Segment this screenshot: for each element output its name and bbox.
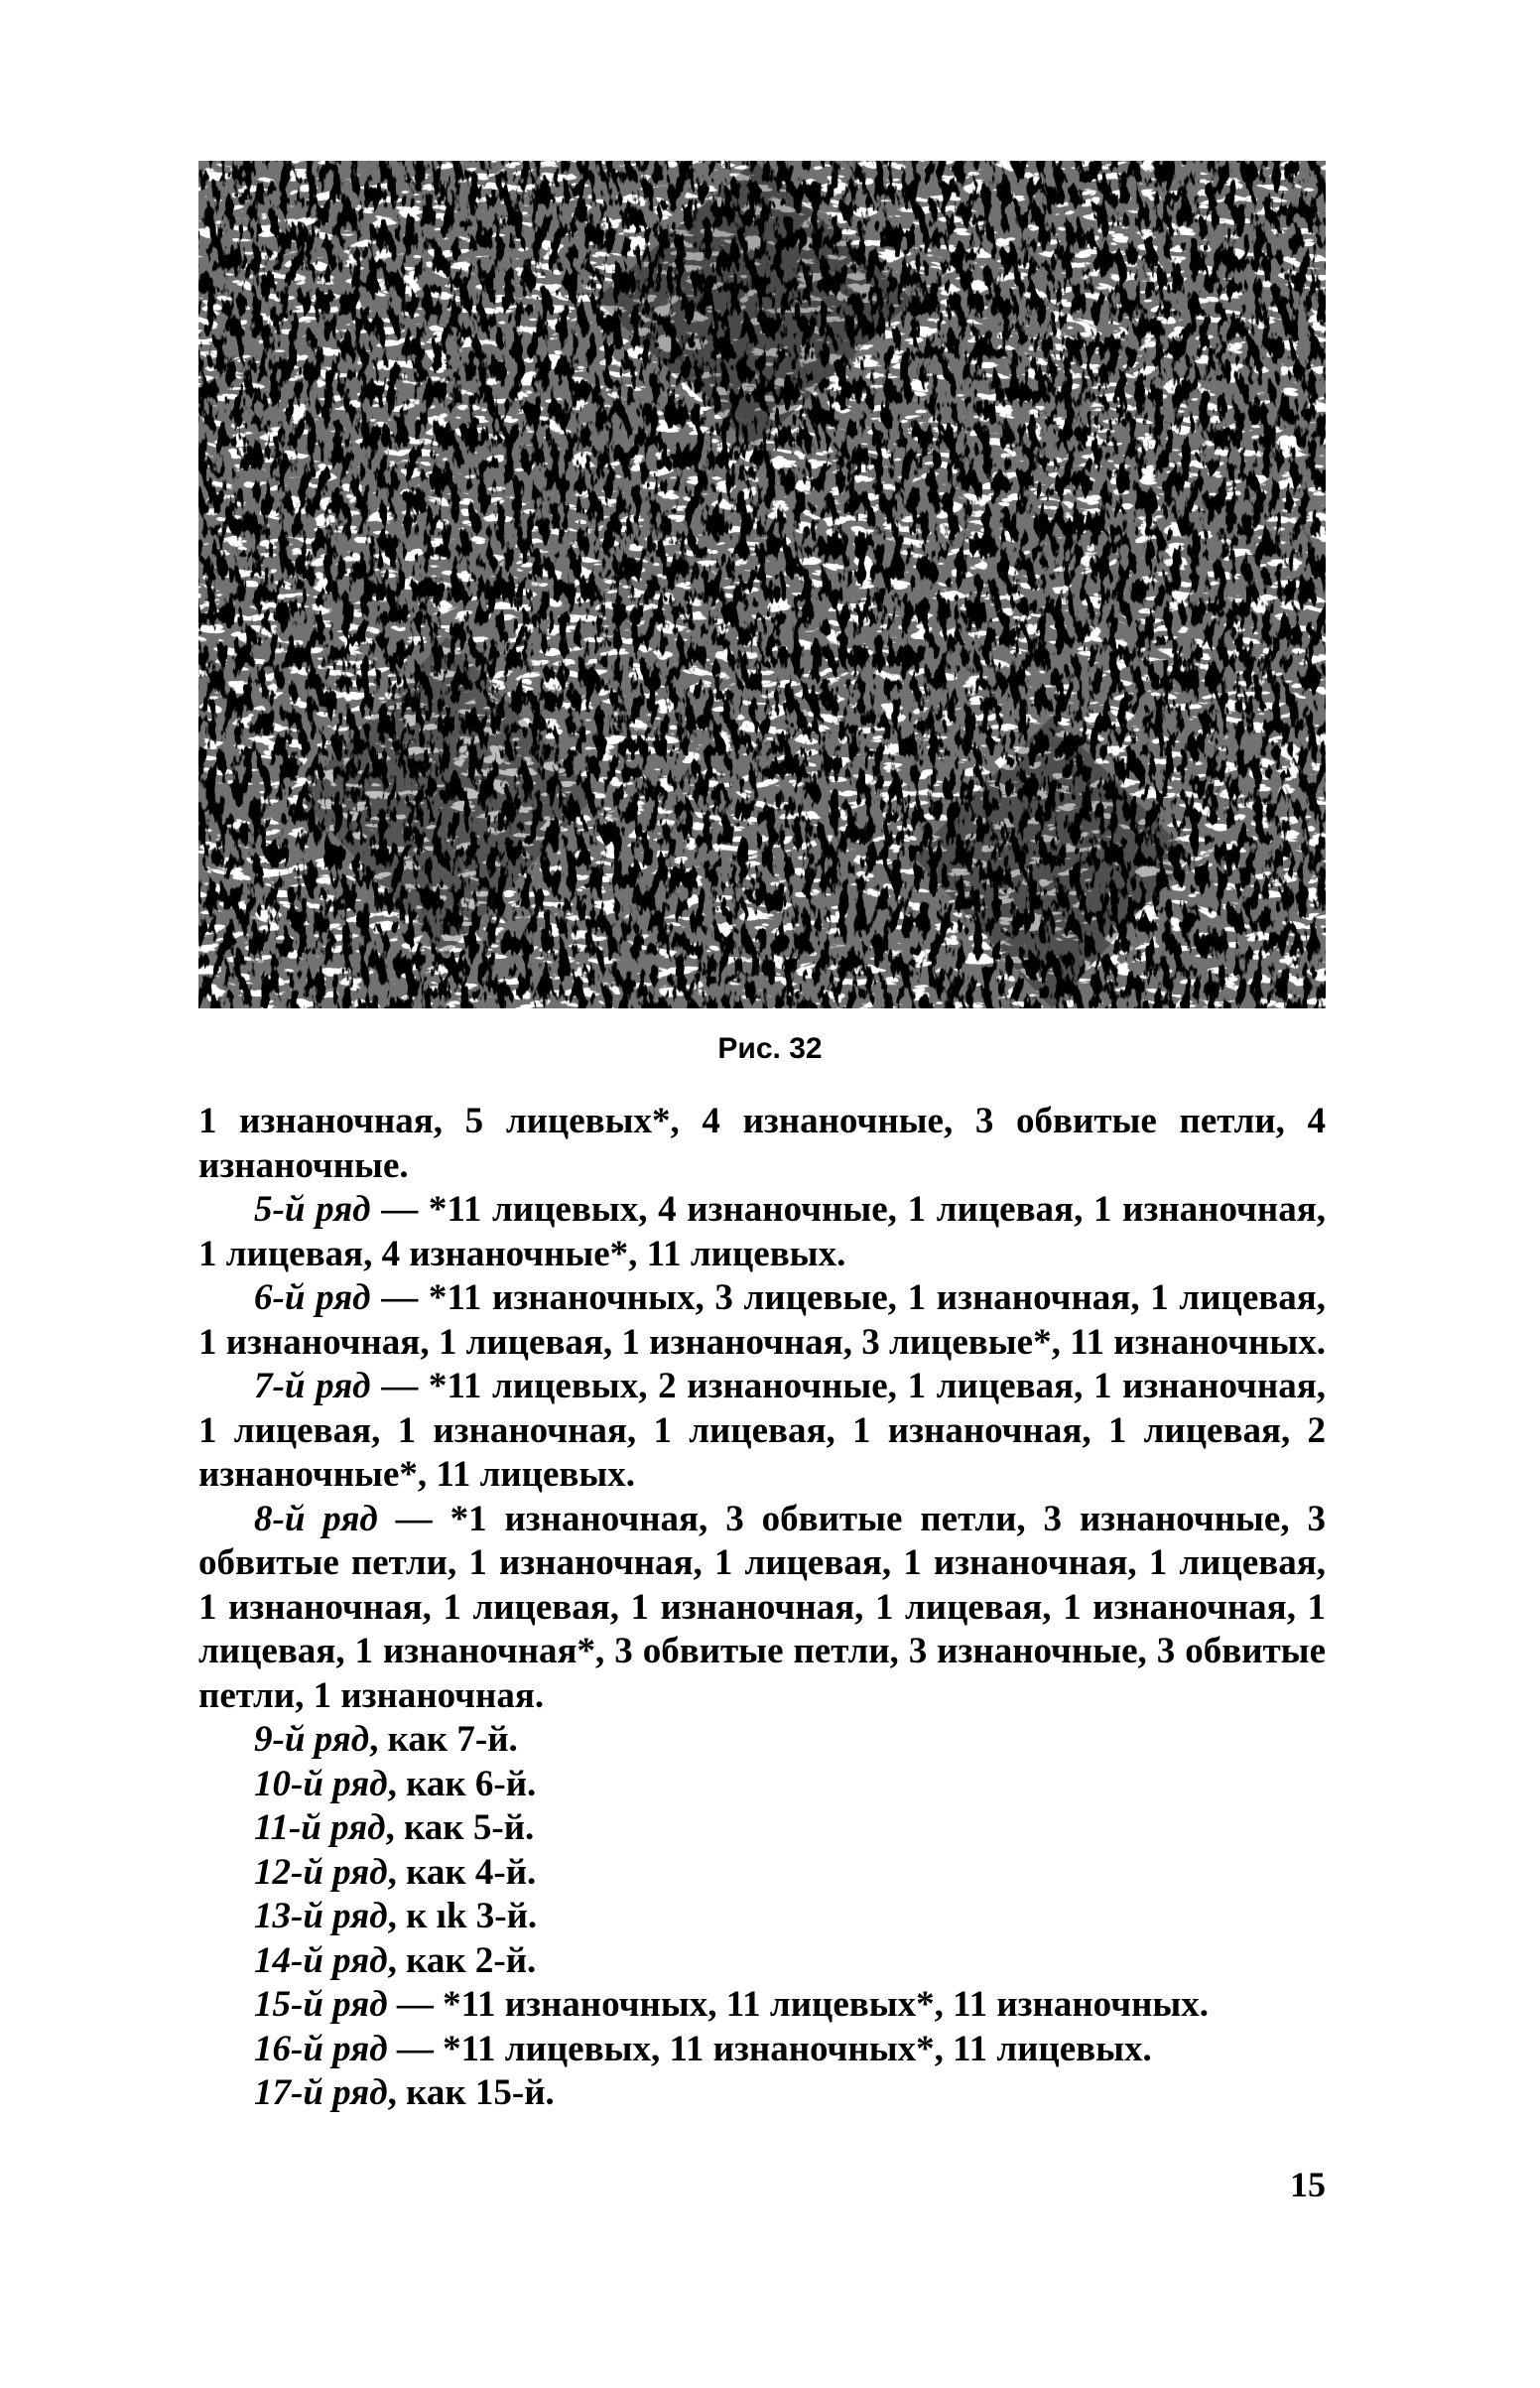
row-6-paragraph: 6-й ряд — *11 изнаночных, 3 лицевые, 1 изнаночная, 1 лицевая, 1 изнаночная, 1 лицевая, 1 изнаночная, 3 лицевые*, 11 изнаночных.	[198, 1277, 1326, 1363]
paragraph-continuation: 1 изнаночная, 5 лицевых*, 4 изнаночные, 3 обвитые петли, 4 изнаночные.	[198, 1101, 1326, 1186]
row-13-paragraph: 13-й ряд, к ık 3-й.	[254, 1896, 538, 1936]
row-11-paragraph: 11-й ряд, как 5-й.	[254, 1807, 535, 1848]
row-16-paragraph: 16-й ряд — *11 лицевых, 11 изнаночных*, 11 лицевых.	[254, 2028, 1152, 2069]
row-17-paragraph: 17-й ряд, как 15-й.	[254, 2072, 555, 2113]
row-7-paragraph: 7-й ряд — *11 лицевых, 2 изнаночные, 1 лицевая, 1 изнаночная, 1 лицевая, 1 изнаночная, 1 лицевая, 1 изнаночная, 1 лицевая, 2 изнаночные*, 11 лицевых.	[198, 1366, 1326, 1495]
figure-caption: Рис. 32	[717, 1032, 823, 1065]
row-5-paragraph: 5-й ряд — *11 лицевых, 4 изнаночные, 1 лицевая, 1 изнаночная, 1 лицевая, 4 изнаночные*, 11 лицевых.	[198, 1189, 1326, 1274]
row-9-paragraph: 9-й ряд, как 7-й.	[254, 1719, 518, 1760]
row-8-paragraph: 8-й ряд — *1 изнаночная, 3 обвитые петли, 3 изнаночные, 3 обвитые петли, 1 изнаночная, 1 лицевая, 1 изнаночная, 1 лицевая, 1 изнаночная, 1 лицевая, 1 изнаночная, 1 лицевая, 1 изнаночная, 1 лицевая, 1 изнаночная*, 3 обвитые петли, 3 изнаночные, 3 обвитые петли, 1 изнаночная.	[198, 1498, 1326, 1716]
page-number: 15	[1290, 2165, 1326, 2204]
row-10-paragraph: 10-й ряд, как 6-й.	[254, 1763, 537, 1804]
row-12-paragraph: 12-й ряд, как 4-й.	[254, 1851, 537, 1893]
row-15-paragraph: 15-й ряд — *11 изнаночных, 11 лицевых*, 11 изнаночных.	[254, 1984, 1210, 2025]
row-14-paragraph: 14-й ряд, как 2-й.	[254, 1939, 537, 1981]
instruction-text	[198, 1100, 1326, 2116]
knitted-pattern-photo	[198, 161, 1326, 1008]
